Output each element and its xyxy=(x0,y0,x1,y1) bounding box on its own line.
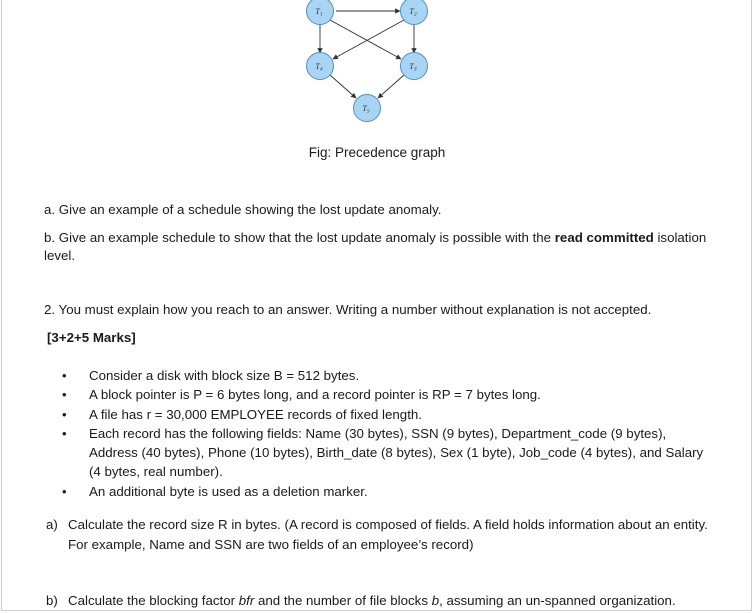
node-t3 xyxy=(401,53,428,80)
part-b-b: b xyxy=(431,593,440,608)
question-b-bold: read committed xyxy=(554,230,654,245)
bullet-item: • A file has r = 30,000 EMPLOYEE records of fixed length. xyxy=(62,405,712,424)
part-b-text-1: Calculate the blocking factor xyxy=(68,593,239,608)
part-b-text xyxy=(46,591,726,611)
node-t4 xyxy=(307,53,334,80)
node-label: T5 xyxy=(362,104,370,115)
part-b-text-5: , assuming an un-spanned organization. xyxy=(439,593,676,608)
node-t5 xyxy=(354,95,381,122)
question-2: 2. You must explain how you reach to an answer. Writing a number without explanation is not accepted. xyxy=(44,302,652,317)
bullet-item: • Each record has the following fields: Name (30 bytes), SSN (9 bytes), Department_code (9 bytes), Address (40 bytes), Phone (10 bytes), Birth_date (8 bytes), Sex (1 byte), Job_code (4 bytes), and Salary (4 bytes, real number). xyxy=(62,424,712,482)
node-label: T2 xyxy=(409,7,417,18)
edge-t1-t3 xyxy=(330,20,401,59)
part-a xyxy=(46,515,726,555)
part-a-text: Calculate the record size R in bytes. (A record is composed of fields. A field holds information about an entity. For example, Name and SSN are two fields of an employee’s record) xyxy=(68,517,708,552)
bullet-item: • Consider a disk with block size B = 512 bytes. xyxy=(62,366,712,385)
question-a: a. Give an example of a schedule showing the lost update anomaly. xyxy=(44,202,442,217)
edge-t2-t4 xyxy=(333,20,404,59)
bullet-item: • A block pointer is P = 6 bytes long, and a record pointer is RP = 7 bytes long. xyxy=(62,385,712,404)
question-b-prefix: b. Give an example schedule to show that the lost update anomaly is possible with the xyxy=(44,230,555,245)
marks-label: [3+2+5 Marks] xyxy=(47,330,136,345)
bullet-item: • An additional byte is used as a deletion marker. xyxy=(62,482,712,501)
part-b-bfr: bfr xyxy=(238,593,255,608)
bullet-list xyxy=(62,366,712,501)
part-b xyxy=(46,591,726,611)
precedence-graph xyxy=(296,0,446,130)
part-a-label: a) xyxy=(46,517,58,532)
question-b xyxy=(44,229,734,265)
node-t2 xyxy=(401,0,428,25)
part-b-label: b) xyxy=(46,593,58,608)
node-label: T1 xyxy=(315,7,323,18)
edge-t3-t5 xyxy=(378,75,404,98)
part-b-text-3: and the number of file blocks xyxy=(254,593,432,608)
question-b-suffix: isolation xyxy=(653,230,707,245)
node-label: T4 xyxy=(315,62,323,73)
node-t1 xyxy=(307,0,334,25)
node-label: T3 xyxy=(409,62,417,73)
figure-caption: Fig: Precedence graph xyxy=(308,145,446,160)
edge-t4-t5 xyxy=(330,75,356,98)
question-b-line2: level. xyxy=(44,248,76,263)
